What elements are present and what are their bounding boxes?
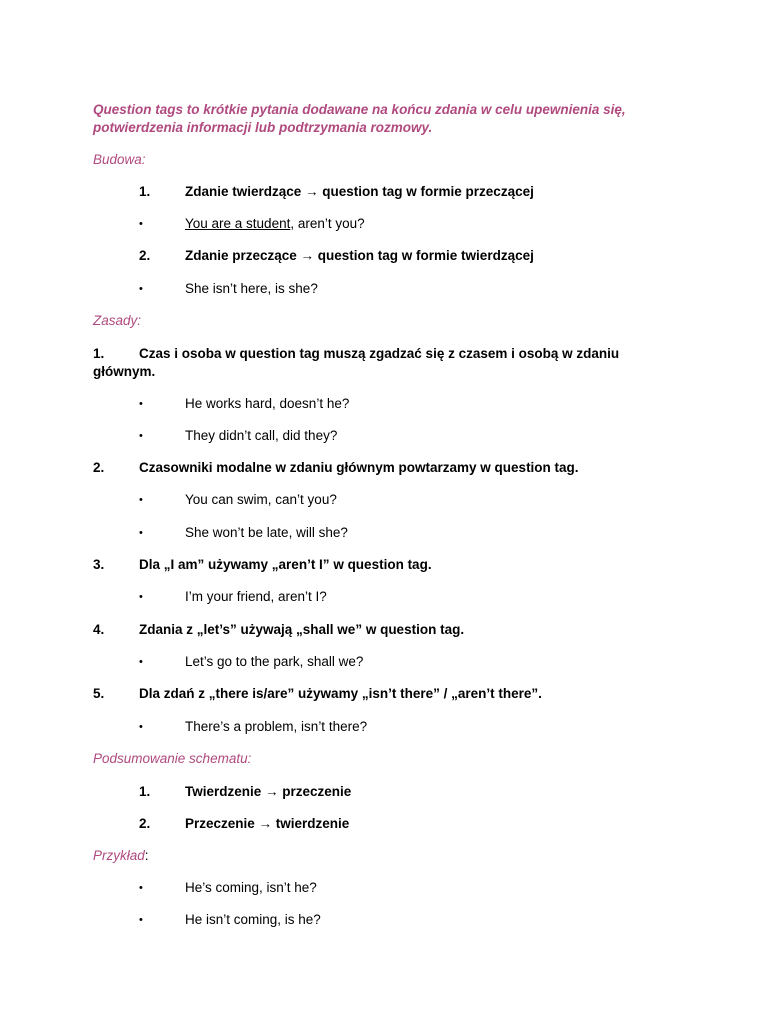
list-text: Zdanie przeczące → question tag w formie twierdzącej — [185, 248, 534, 263]
list-number: 1. — [139, 784, 151, 799]
list-number: 2. — [93, 460, 105, 475]
example-text: They didn’t call, did they? — [185, 428, 338, 443]
rule-text: Czasowniki modalne w zdaniu głównym powtarzamy w question tag. — [139, 460, 579, 475]
bullet: • — [139, 398, 143, 410]
rule-text: Dla „I am” używamy „aren’t I” w question tag. — [139, 557, 432, 572]
podsumowanie-heading: Podsumowanie schematu: — [93, 751, 252, 766]
przyklad-heading-text: Przykład — [93, 848, 145, 863]
bullet: • — [139, 914, 143, 926]
underlined-phrase: You are a student — [185, 216, 291, 231]
example-text: He’s coming, isn’t he? — [185, 880, 317, 895]
rule-text: Zdania z „let’s” używają „shall we” w question tag. — [139, 622, 465, 637]
list-number: 1. — [139, 184, 151, 199]
bullet: • — [139, 527, 143, 539]
rule-text: Czas i osoba w question tag muszą zgadzać się z czasem i osobą w zdaniu głównym. — [93, 346, 620, 379]
bullet: • — [139, 721, 143, 733]
intro-paragraph: Question tags to krótkie pytania dodawane na końcu zdania w celu upewnienia się, potwierdzenia informacji lub podtrzymania rozmowy. — [93, 102, 626, 135]
example-text: You can swim, can’t you? — [185, 492, 337, 507]
example-text: I’m your friend, aren’t I? — [185, 589, 327, 604]
list-text: Przeczenie → twierdzenie — [185, 816, 350, 831]
list-text: Zdanie twierdzące → question tag w formie przeczącej — [185, 184, 534, 199]
bullet: • — [139, 218, 143, 230]
example-rest: , aren’t you? — [290, 216, 365, 231]
example-text — [185, 215, 365, 233]
example-text: She won’t be late, will she? — [185, 525, 348, 540]
list-number: 4. — [93, 622, 105, 637]
bullet: • — [139, 430, 143, 442]
example-text: He works hard, doesn’t he? — [185, 396, 350, 411]
przyklad-heading — [93, 847, 678, 865]
list-number: 2. — [139, 816, 151, 831]
example-text: He isn’t coming, is he? — [185, 912, 321, 927]
list-number: 1. — [93, 346, 105, 361]
bullet: • — [139, 591, 143, 603]
zasady-heading: Zasady: — [93, 313, 142, 328]
list-number: 5. — [93, 686, 105, 701]
rule-text: Dla zdań z „there is/are” używamy „isn’t there” / „aren’t there”. — [139, 686, 542, 701]
bullet: • — [139, 882, 143, 894]
list-number: 3. — [93, 557, 105, 572]
example-text: There’s a problem, isn’t there? — [185, 719, 368, 734]
bullet: • — [139, 283, 143, 295]
rule-1 — [93, 345, 678, 381]
example-text: Let’s go to the park, shall we? — [185, 654, 364, 669]
example-text: She isn’t here, is she? — [185, 281, 318, 296]
przyklad-colon: : — [144, 848, 149, 863]
budowa-heading: Budowa: — [93, 152, 146, 167]
list-number: 2. — [139, 248, 151, 263]
list-text: Twierdzenie → przeczenie — [185, 784, 352, 799]
bullet: • — [139, 656, 143, 668]
bullet: • — [139, 494, 143, 506]
